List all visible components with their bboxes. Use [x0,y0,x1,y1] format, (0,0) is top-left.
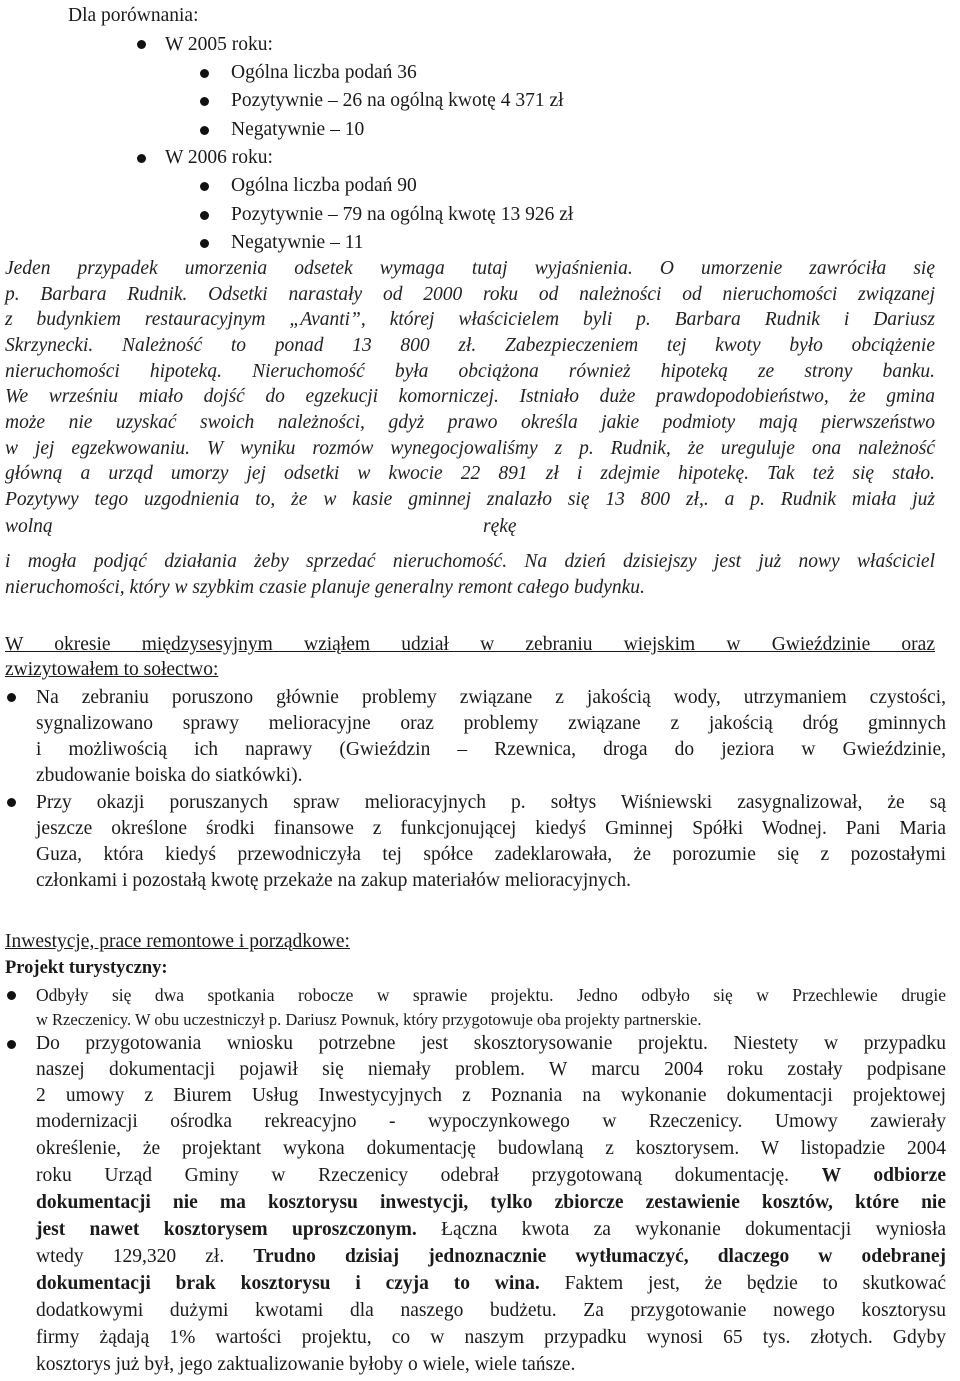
bullet-icon [7,991,16,1000]
list-item-line: Do przygotowania wniosku potrzebne jest skosztorysowanie projektu. Niestety w przypadku [36,1033,946,1054]
bullet-icon [200,97,209,106]
paragraph-line: może nie uzyskać swoich należności, gdyż prawo określa jakie podmioty mają pierwszeństwo [5,412,935,433]
year-2006-label: W 2006 roku: [165,147,273,168]
section-heading: W okresie międzysesyjnym wziąłem udział w zebraniu wiejskim w Gwieździnie oraz [5,634,935,655]
list-item-line: zbudowanie boiska do siatkówki). [36,765,303,786]
list-item-line: kosztorys już był, jego zaktualizowanie byłoby o wiele, wiele tańsze. [36,1354,576,1375]
bullet-icon [137,40,146,49]
text-run-bold: dokumentacji brak kosztorysu i czyja to wina. [36,1273,540,1294]
list-item: Ogólna liczba podań 90 [231,175,417,196]
text-run: Łączna kwota za wykonanie dokumentacji wyniosła [441,1219,947,1240]
list-item-line: firmy żądają 1% wartości projektu, co w naszym przypadku wynosi 65 tys. złotych. Gdyby [36,1327,946,1348]
text-run-bold: Trudno dzisiaj jednoznacznie wytłumaczyć, dlaczego w odebranej [253,1246,947,1267]
paragraph-line: nieruchomości hipoteką. Nieruchomość była obciążona również hipoteką ze strony banku. [5,361,935,382]
list-item-line: określenie, że projektant wykona dokumentację budowlaną z kosztorysem. W listopadzie 2004 [36,1138,946,1159]
list-item-line: dokumentacji nie ma kosztorysu inwestycji, tylko zbiorcze zestawienie kosztów, które nie [36,1192,946,1213]
bullet-icon [137,154,146,163]
list-item: Ogólna liczba podań 36 [231,62,417,83]
list-item-line: Odbyły się dwa spotkania robocze w sprawie projektu. Jedno odbyło się w Przechlewie drugie [36,985,946,1005]
list-item-line: naszej dokumentacji pojawił się niemały problem. W marcu 2004 roku zostały podpisane [36,1059,946,1080]
paragraph-line: w jej egzekwowaniu. W wyniku rozmów wynegocjowaliśmy z p. Rudnik, że ureguluje ona należność [5,438,935,459]
list-item: Negatywnie – 11 [231,232,364,253]
text-run: wtedy 129,320 zł. [36,1246,225,1267]
text-run: roku Urząd Gminy w Rzeczenicy odebrał przygotowaną dokumentację. [36,1165,790,1186]
paragraph-word: wolną [5,516,53,537]
list-item-line: Na zebraniu poruszono głównie problemy związane z jakością wody, utrzymaniem czystości, [36,687,946,708]
list-item-line: 2 umowy z Biurem Usług Inwestycyjnych z Poznania na wykonanie dokumentacji projektowej [36,1085,946,1106]
text-run-bold: jest nawet kosztorysem uproszczonym. [36,1219,417,1240]
list-item-line: jeszcze określone środki finansowe z funkcjonującej kiedyś Gminnej Spółki Wodnej. Pani Maria [36,818,946,839]
list-item-line: i możliwością ich naprawy (Gwieździn – Rzewnica, droga do jeziora w Gwieździnie, [36,739,946,760]
section-heading: zwizytowałem to sołectwo: [5,659,219,680]
bullet-icon [200,239,209,248]
list-item: Negatywnie – 10 [231,119,365,140]
list-item-line [36,1243,946,1270]
intro-text: Dla porównania: [68,5,199,26]
list-item-line: sygnalizowano sprawy melioracyjne oraz problemy związane z jakością dróg gminnych [36,713,946,734]
paragraph-line: p. Barbara Rudnik. Odsetki narastały od 2000 roku od należności od nieruchomości związanej [5,284,935,305]
list-item-line: Przy okazji poruszanych spraw melioracyjnych p. sołtys Wiśniewski zasygnalizował, że są [36,792,946,813]
year-2005-label: W 2005 roku: [165,34,273,55]
paragraph-line: i mogła podjąć działania żeby sprzedać nieruchomość. Na dzień dzisiejszy jest już nowy właściciel [5,551,935,572]
text-run-bold: W odbiorze [821,1165,946,1186]
paragraph-line: Pozytywy tego uzgodnienia to, że w kasie gminnej znalazło się 13 800 zł,. a p. Rudnik miała już [5,489,935,510]
list-item: Pozytywnie – 26 na ogólną kwotę 4 371 zł [231,90,564,111]
text-run: Faktem jest, że będzie to skutkować [564,1273,947,1294]
paragraph-line: Skrzynecki. Należność to ponad 13 800 zł. Zabezpieczeniem tej kwoty było obciążenie [5,335,935,356]
section-heading: Inwestycje, prace remontowe i porządkowe: [5,931,350,952]
bullet-icon [7,693,16,702]
paragraph-line: Jeden przypadek umorzenia odsetek wymaga tutaj wyjaśnienia. O umorzenie zawróciła się [5,258,935,279]
paragraph-line: We wrześniu miało dojść do egzekucji komorniczej. Istniało duże prawdopodobieństwo, że gmina [5,386,935,407]
bullet-icon [200,211,209,220]
bullet-icon [200,182,209,191]
paragraph-line: nieruchomości, który w szybkim czasie planuje generalny remont całego budynku. [5,577,645,598]
paragraph-line: z budynkiem restauracyjnym „Avanti”, której właścicielem byli p. Barbara Rudnik i Dariusz [5,309,935,330]
list-item-line: dodatkowymi dużymi kwotami dla naszego budżetu. Za przygotowanie nowego kosztorysu [36,1300,946,1321]
list-item-line [36,1216,946,1243]
paragraph-word: rękę [483,516,517,537]
list-item-line: członkami i pozostałą kwotę przekaże na zakup materiałów melioracyjnych. [36,870,632,891]
list-item-line [36,1270,946,1297]
list-item-line: w Rzeczenicy. W obu uczestniczył p. Dariusz Pownuk, który przygotowuje oba projekty partnerskie. [36,1010,702,1029]
bullet-icon [7,798,16,807]
list-item-line [36,1162,946,1189]
bullet-icon [200,126,209,135]
bullet-icon [200,69,209,78]
list-item-line: Guza, która kiedyś przewodniczyła tej spółce zadeklarowała, że porozumie się z pozostałymi [36,844,946,865]
list-item: Pozytywnie – 79 na ogólną kwotę 13 926 zł [231,204,574,225]
paragraph-line: główną a urząd umorzy jej odsetki w kwocie 22 891 zł i zdejmie hipotekę. Tak też się stało. [5,463,935,484]
bullet-icon [7,1040,16,1049]
subsection-heading: Projekt turystyczny: [5,958,168,978]
list-item-line: modernizacji ośrodka rekreacyjno - wypoczynkowego w Rzeczenicy. Umowy zawierały [36,1111,946,1132]
